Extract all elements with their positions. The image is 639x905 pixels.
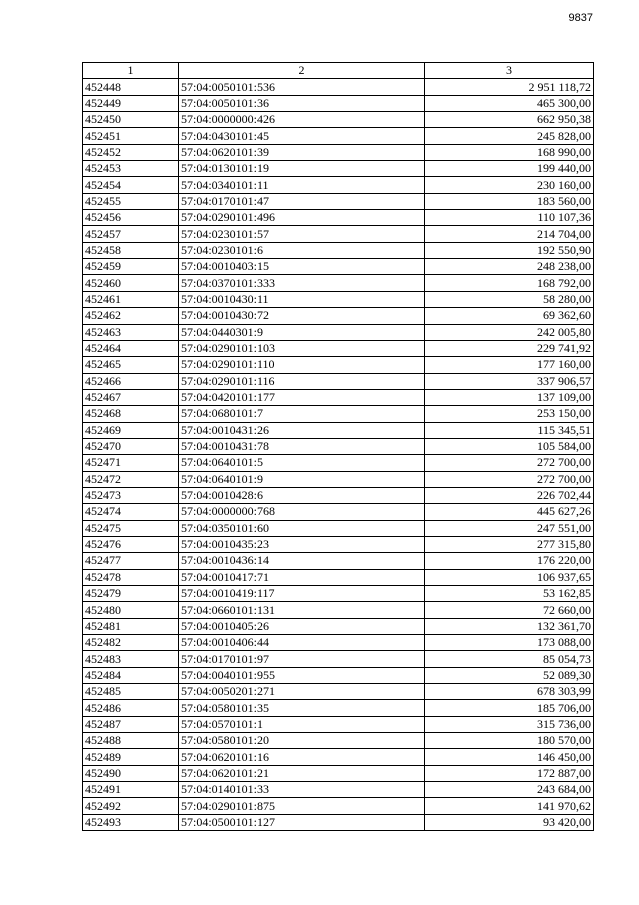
record-number-cell: 452462 [83, 308, 179, 324]
record-number-cell: 452488 [83, 733, 179, 749]
table-row [83, 210, 594, 226]
table-row [83, 373, 594, 389]
record-number-cell: 452452 [83, 144, 179, 160]
table-row [83, 569, 594, 585]
value-cell: 85 054,73 [425, 651, 594, 667]
table-row [83, 651, 594, 667]
record-number-cell: 452470 [83, 438, 179, 454]
cadastral-number-cell: 57:04:0010431:26 [179, 422, 425, 438]
record-number-cell: 452468 [83, 406, 179, 422]
value-cell: 315 736,00 [425, 716, 594, 732]
table-row [83, 226, 594, 242]
table-row [83, 324, 594, 340]
value-cell: 168 990,00 [425, 144, 594, 160]
value-cell: 662 950,38 [425, 112, 594, 128]
table-row [83, 700, 594, 716]
table-row [83, 308, 594, 324]
cadastral-number-cell: 57:04:0570101:1 [179, 716, 425, 732]
value-cell: 146 450,00 [425, 749, 594, 765]
table-row [83, 782, 594, 798]
table-row [83, 291, 594, 307]
cadastral-number-cell: 57:04:0050201:271 [179, 684, 425, 700]
value-cell: 465 300,00 [425, 95, 594, 111]
cadastral-number-cell: 57:04:0350101:60 [179, 520, 425, 536]
table-row [83, 618, 594, 634]
table-row [83, 765, 594, 781]
cadastral-number-cell: 57:04:0230101:57 [179, 226, 425, 242]
value-cell: 53 162,85 [425, 586, 594, 602]
cadastral-number-cell: 57:04:0370101:333 [179, 275, 425, 291]
cadastral-number-cell: 57:04:0440301:9 [179, 324, 425, 340]
value-cell: 242 005,80 [425, 324, 594, 340]
cadastral-number-cell: 57:04:0580101:35 [179, 700, 425, 716]
record-number-cell: 452487 [83, 716, 179, 732]
value-cell: 230 160,00 [425, 177, 594, 193]
cadastral-number-cell: 57:04:0580101:20 [179, 733, 425, 749]
cadastral-number-cell: 57:04:0290101:116 [179, 373, 425, 389]
value-cell: 52 089,30 [425, 667, 594, 683]
record-number-cell: 452482 [83, 635, 179, 651]
record-number-cell: 452465 [83, 357, 179, 373]
record-number-cell: 452454 [83, 177, 179, 193]
value-cell: 176 220,00 [425, 553, 594, 569]
value-cell: 445 627,26 [425, 504, 594, 520]
cadastral-number-cell: 57:04:0290101:496 [179, 210, 425, 226]
record-number-cell: 452483 [83, 651, 179, 667]
cadastral-number-cell: 57:04:0040101:955 [179, 667, 425, 683]
table-row [83, 553, 594, 569]
value-cell: 132 361,70 [425, 618, 594, 634]
record-number-cell: 452472 [83, 471, 179, 487]
value-cell: 172 887,00 [425, 765, 594, 781]
cadastral-number-cell: 57:04:0230101:6 [179, 242, 425, 258]
column-header-3: 3 [425, 63, 594, 79]
value-cell: 272 700,00 [425, 455, 594, 471]
table-row [83, 275, 594, 291]
value-cell: 243 684,00 [425, 782, 594, 798]
value-cell: 277 315,80 [425, 536, 594, 552]
table-row [83, 161, 594, 177]
cadastral-number-cell: 57:04:0010436:14 [179, 553, 425, 569]
record-number-cell: 452456 [83, 210, 179, 226]
cadastral-number-cell: 57:04:0050101:36 [179, 95, 425, 111]
record-number-cell: 452449 [83, 95, 179, 111]
value-cell: 272 700,00 [425, 471, 594, 487]
record-number-cell: 452460 [83, 275, 179, 291]
value-cell: 183 560,00 [425, 193, 594, 209]
value-cell: 229 741,92 [425, 340, 594, 356]
header-row [83, 63, 594, 79]
column-header-2: 2 [179, 63, 425, 79]
table-row [83, 586, 594, 602]
table-row [83, 177, 594, 193]
record-number-cell: 452469 [83, 422, 179, 438]
value-cell: 253 150,00 [425, 406, 594, 422]
cadastral-number-cell: 57:04:0680101:7 [179, 406, 425, 422]
value-cell: 93 420,00 [425, 814, 594, 830]
record-number-cell: 452466 [83, 373, 179, 389]
table-row [83, 242, 594, 258]
record-number-cell: 452490 [83, 765, 179, 781]
table-row [83, 357, 594, 373]
value-cell: 247 551,00 [425, 520, 594, 536]
cadastral-number-cell: 57:04:0290101:875 [179, 798, 425, 814]
table-row [83, 389, 594, 405]
table-row [83, 455, 594, 471]
record-number-cell: 452478 [83, 569, 179, 585]
table-row [83, 536, 594, 552]
cadastral-number-cell: 57:04:0620101:21 [179, 765, 425, 781]
value-cell: 168 792,00 [425, 275, 594, 291]
record-number-cell: 452453 [83, 161, 179, 177]
table-row [83, 406, 594, 422]
table-row [83, 667, 594, 683]
table-row [83, 487, 594, 503]
cadastral-number-cell: 57:04:0050101:536 [179, 79, 425, 95]
cadastral-number-cell: 57:04:0620101:39 [179, 144, 425, 160]
record-number-cell: 452450 [83, 112, 179, 128]
cadastral-number-cell: 57:04:0640101:9 [179, 471, 425, 487]
value-cell: 69 362,60 [425, 308, 594, 324]
value-cell: 173 088,00 [425, 635, 594, 651]
record-number-cell: 452461 [83, 291, 179, 307]
value-cell: 58 280,00 [425, 291, 594, 307]
value-cell: 180 570,00 [425, 733, 594, 749]
cadastral-number-cell: 57:04:0130101:19 [179, 161, 425, 177]
record-number-cell: 452493 [83, 814, 179, 830]
table-row [83, 814, 594, 830]
table-row [83, 340, 594, 356]
register-table [82, 62, 594, 831]
value-cell: 177 160,00 [425, 357, 594, 373]
cadastral-number-cell: 57:04:0010435:23 [179, 536, 425, 552]
cadastral-number-cell: 57:04:0290101:103 [179, 340, 425, 356]
cadastral-number-cell: 57:04:0340101:11 [179, 177, 425, 193]
table-row [83, 733, 594, 749]
cadastral-number-cell: 57:04:0140101:33 [179, 782, 425, 798]
table-row [83, 193, 594, 209]
table-body [83, 79, 594, 831]
value-cell: 185 706,00 [425, 700, 594, 716]
record-number-cell: 452455 [83, 193, 179, 209]
record-number-cell: 452486 [83, 700, 179, 716]
table-row [83, 749, 594, 765]
cadastral-number-cell: 57:04:0010419:117 [179, 586, 425, 602]
cadastral-number-cell: 57:04:0500101:127 [179, 814, 425, 830]
table-row [83, 95, 594, 111]
record-number-cell: 452484 [83, 667, 179, 683]
cadastral-number-cell: 57:04:0010403:15 [179, 259, 425, 275]
record-number-cell: 452491 [83, 782, 179, 798]
page-number: 9837 [568, 12, 593, 24]
value-cell: 226 702,44 [425, 487, 594, 503]
record-number-cell: 452480 [83, 602, 179, 618]
cadastral-number-cell: 57:04:0010431:78 [179, 438, 425, 454]
cadastral-number-cell: 57:04:0170101:47 [179, 193, 425, 209]
table-row [83, 128, 594, 144]
record-number-cell: 452464 [83, 340, 179, 356]
value-cell: 72 660,00 [425, 602, 594, 618]
value-cell: 105 584,00 [425, 438, 594, 454]
value-cell: 141 970,62 [425, 798, 594, 814]
table-row [83, 602, 594, 618]
value-cell: 137 109,00 [425, 389, 594, 405]
table-row [83, 79, 594, 95]
cadastral-number-cell: 57:04:0010428:6 [179, 487, 425, 503]
cadastral-number-cell: 57:04:0640101:5 [179, 455, 425, 471]
record-number-cell: 452463 [83, 324, 179, 340]
cadastral-number-cell: 57:04:0010430:11 [179, 291, 425, 307]
value-cell: 214 704,00 [425, 226, 594, 242]
cadastral-number-cell: 57:04:0010406:44 [179, 635, 425, 651]
record-number-cell: 452457 [83, 226, 179, 242]
record-number-cell: 452479 [83, 586, 179, 602]
record-number-cell: 452492 [83, 798, 179, 814]
table-row [83, 684, 594, 700]
cadastral-number-cell: 57:04:0420101:177 [179, 389, 425, 405]
record-number-cell: 452458 [83, 242, 179, 258]
cadastral-number-cell: 57:04:0010417:71 [179, 569, 425, 585]
table-row [83, 520, 594, 536]
record-number-cell: 452475 [83, 520, 179, 536]
value-cell: 115 345,51 [425, 422, 594, 438]
record-number-cell: 452451 [83, 128, 179, 144]
table-row [83, 438, 594, 454]
column-header-1: 1 [83, 63, 179, 79]
table-row [83, 798, 594, 814]
table-row [83, 112, 594, 128]
table-row [83, 422, 594, 438]
cadastral-number-cell: 57:04:0010405:26 [179, 618, 425, 634]
record-number-cell: 452481 [83, 618, 179, 634]
cadastral-number-cell: 57:04:0660101:131 [179, 602, 425, 618]
record-number-cell: 452459 [83, 259, 179, 275]
value-cell: 2 951 118,72 [425, 79, 594, 95]
table-row [83, 471, 594, 487]
value-cell: 337 906,57 [425, 373, 594, 389]
record-number-cell: 452485 [83, 684, 179, 700]
cadastral-number-cell: 57:04:0010430:72 [179, 308, 425, 324]
table-row [83, 144, 594, 160]
cadastral-number-cell: 57:04:0620101:16 [179, 749, 425, 765]
record-number-cell: 452476 [83, 536, 179, 552]
table-row [83, 635, 594, 651]
value-cell: 248 238,00 [425, 259, 594, 275]
value-cell: 106 937,65 [425, 569, 594, 585]
cadastral-number-cell: 57:04:0000000:426 [179, 112, 425, 128]
table-row [83, 716, 594, 732]
record-number-cell: 452473 [83, 487, 179, 503]
table-row [83, 504, 594, 520]
cadastral-number-cell: 57:04:0430101:45 [179, 128, 425, 144]
cadastral-number-cell: 57:04:0170101:97 [179, 651, 425, 667]
cadastral-number-cell: 57:04:0290101:110 [179, 357, 425, 373]
value-cell: 678 303,99 [425, 684, 594, 700]
record-number-cell: 452474 [83, 504, 179, 520]
value-cell: 245 828,00 [425, 128, 594, 144]
table-row [83, 259, 594, 275]
value-cell: 199 440,00 [425, 161, 594, 177]
record-number-cell: 452477 [83, 553, 179, 569]
record-number-cell: 452448 [83, 79, 179, 95]
record-number-cell: 452471 [83, 455, 179, 471]
value-cell: 192 550,90 [425, 242, 594, 258]
record-number-cell: 452467 [83, 389, 179, 405]
cadastral-number-cell: 57:04:0000000:768 [179, 504, 425, 520]
record-number-cell: 452489 [83, 749, 179, 765]
value-cell: 110 107,36 [425, 210, 594, 226]
